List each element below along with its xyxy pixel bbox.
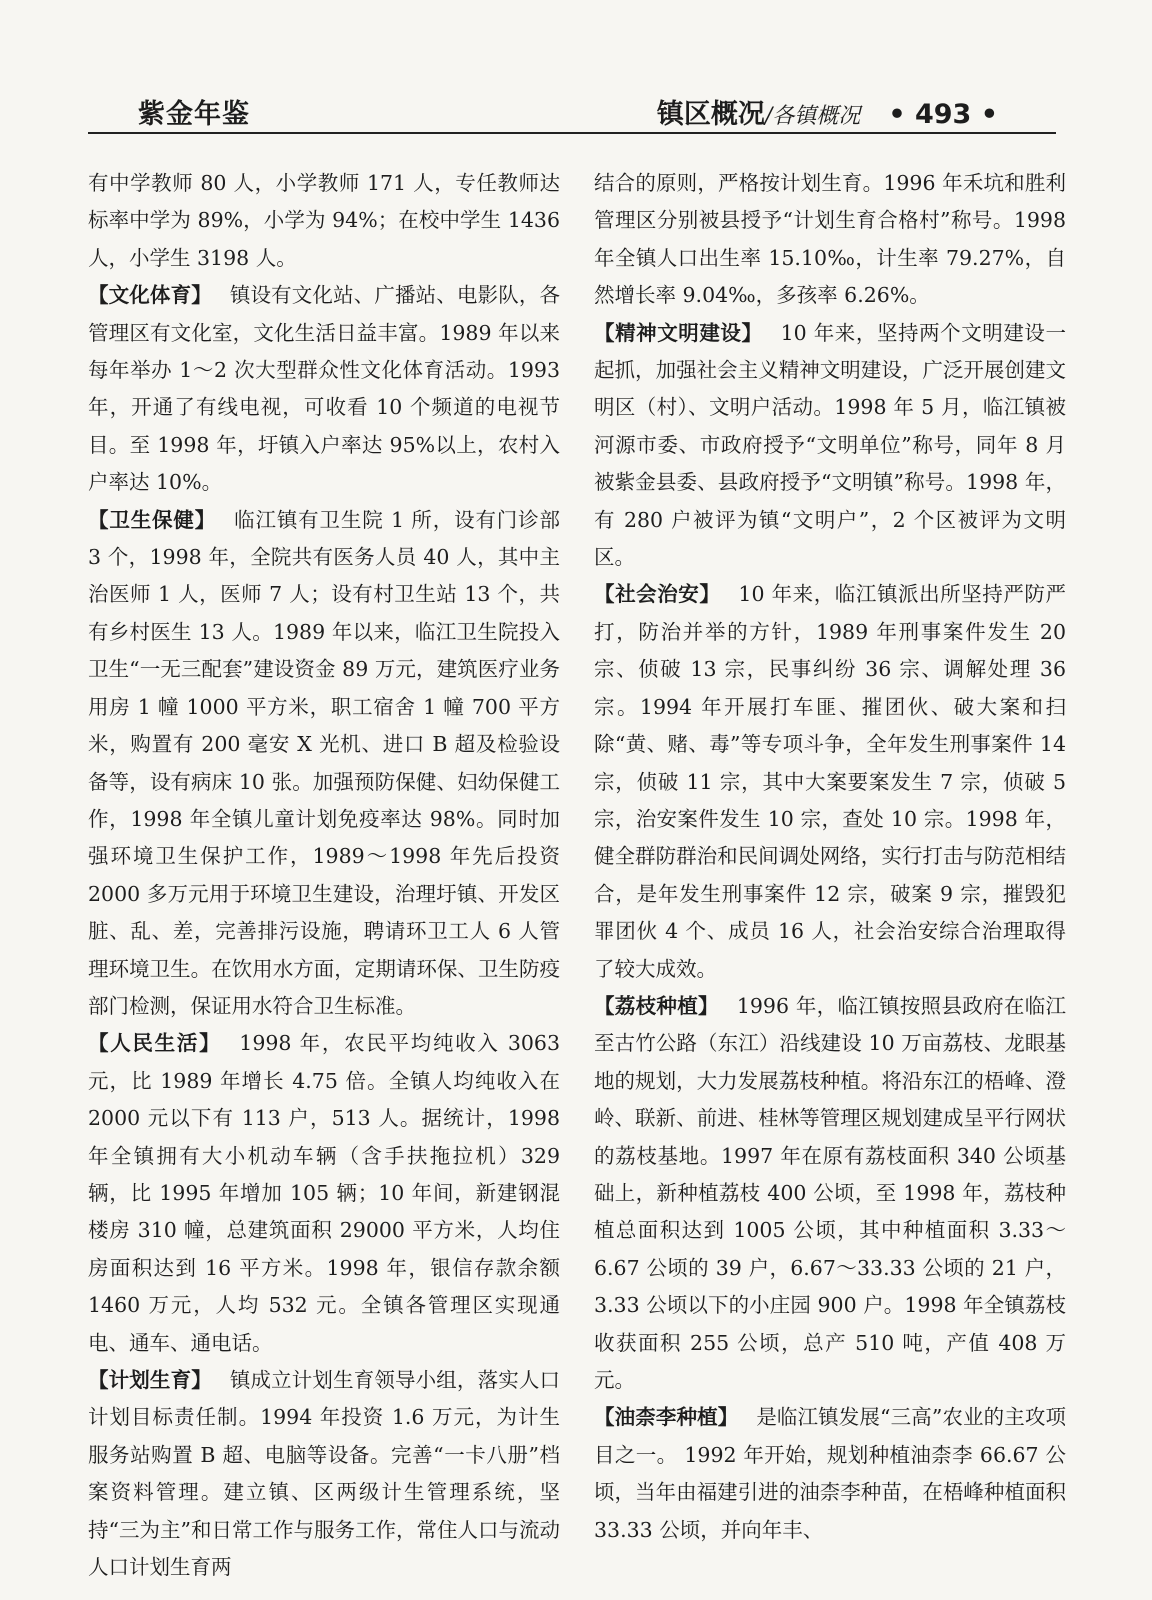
section-text: 1998 年，农民平均纯收入 3063 元，比 1989 年增长 4.75 倍。全镇人均纯收入在 2000 元以下有 113 户，513 人。据统计，1998 年全镇拥有大小机动车辆（含手扶拖拉机）329 辆，比 1995 年增加 105 辆；10 年间，新建钢混楼房 310 幢，总建筑面积 29000 平方米，人均住房面积达到 16 平方米。1998 年，银信存款余额 1460 万元，人均 532 元。全镇各管理区实现通电、通车、通电话。 xyxy=(88,1031,561,1355)
page-header xyxy=(88,92,1056,134)
section-heading: 【社会治安】 xyxy=(594,582,721,607)
section-text: 是临江镇发展“三高”农业的主攻项目之一。 1992 年开始，规划种植油柰李 66.67 公顷，当年由福建引进的油柰李种苗，在梧峰种植面积 33.33 公顷，并向年丰、 xyxy=(594,1405,1066,1542)
section-heading: 【计划生育】 xyxy=(88,1368,212,1392)
section-heading: 【油柰李种植】 xyxy=(594,1405,739,1430)
section-subtitle: /各镇概况 xyxy=(764,104,861,129)
section-heading: 【精神文明建设】 xyxy=(594,320,763,345)
section-text: 10 年来，临江镇派出所坚持严防严打，防治并举的方针，1989 年刑事案件发生 20 宗、侦破 13 宗，民事纠纷 36 宗、调解处理 36 宗。1994 年开展打车匪、摧团伙、破大案和扫除“黄、赌、毒”等专项斗争，全年发生刑事案件 14 宗，侦破 11 宗，其中大案要案发生 7 宗，侦破 5 宗，治安案件发生 10 宗，查处 10 宗。1998 年，健全群防群治和民间调处网络，实行打击与防范相结合，是年发生刑事案件 12 宗，破案 9 宗，摧毁犯罪团伙 4 个、成员 16 人，社会治安综合治理取得了较大成效。 xyxy=(594,582,1066,981)
section-spiritual-civilization xyxy=(594,315,1066,577)
right-column xyxy=(594,165,1066,1549)
section-health-care xyxy=(88,502,560,1026)
paragraph: 结合的原则，严格按计划生育。1996 年禾坑和胜利管理区分别被县授予“计划生育合格村”称号。1998 年全镇人口出生率 15.10‰，计生率 79.27%，自然增长率 9.04‰，多孩率 6.26%。 xyxy=(594,171,1066,308)
section-culture-sports xyxy=(88,277,560,501)
section-public-security xyxy=(594,576,1066,987)
section-header xyxy=(657,92,998,131)
section-heading: 【卫生保健】 xyxy=(88,507,217,532)
section-heading: 【人民生活】 xyxy=(88,1031,222,1056)
section-lychee-planting xyxy=(594,988,1066,1399)
section-text: 镇成立计划生育领导小组，落实人口计划目标责任制。1994 年投资 1.6 万元，为计生服务站购置 B 超、电脑等设备。完善“一卡八册”档案资料管理。建立镇、区两级计生管理系统，坚持“三为主”和日常工作与服务工作，常住人口与流动人口计划生育两 xyxy=(88,1368,561,1580)
left-column xyxy=(88,165,560,1586)
section-heading: 【荔枝种植】 xyxy=(594,993,719,1018)
section-text: 镇设有文化站、广播站、电影队，各管理区有文化室，文化生活日益丰富。1989 年以来每年举办 1～2 次大型群众性文化体育活动。1993 年，开通了有线电视，可收看 10 个频道的电视节目。至 1998 年，圩镇入户率达 95%以上，农村入户率达 10%。 xyxy=(88,283,561,495)
section-title: 镇区概况 xyxy=(656,99,765,130)
section-text: 10 年来，坚持两个文明建设一起抓，加强社会主义精神文明建设，广泛开展创建文明区（村）、文明户活动。1998 年 5 月，临江镇被河源市委、市政府授予“文明单位”称号，同年 8 月被紫金县委、县政府授予“文明镇”称号。1998 年，有 280 户被评为镇“文明户”，2 个区被评为文明区。 xyxy=(594,320,1066,570)
section-heading: 【文化体育】 xyxy=(88,283,212,308)
section-text: 1996 年，临江镇按照县政府在临江至古竹公路（东江）沿线建设 10 万亩荔枝、龙眼基地的规划，大力发展荔枝种植。将沿东江的梧峰、澄岭、联新、前进、桂林等管理区规划建成呈平行网状的荔枝基地。1997 年在原有荔枝面积 340 公顷基础上，新种植荔枝 400 公顷，至 1998 年，荔枝种植总面积达到 1005 公顷，其中种植面积 3.33～6.67 公顷的 39 户，6.67～33.33 公顷的 21 户，3.33 公顷以下的小庄园 900 户。1998 年全镇荔枝收获面积 255 公顷，总产 510 吨，产值 408 万元。 xyxy=(594,993,1067,1392)
section-family-planning xyxy=(88,1362,560,1586)
yearbook-title: 紫金年鉴 xyxy=(138,99,250,130)
section-text: 临江镇有卫生院 1 所，设有门诊部 3 个，1998 年，全院共有医务人员 40 人，其中主治医师 1 人，医师 7 人；设有村卫生站 13 个，共有乡村医生 13 人。1989 年以来，临江卫生院投入卫生“一无三配套”建设资金 89 万元，建筑医疗业务用房 1 幢 1000 平方米，职工宿舍 1 幢 700 平方米，购置有 200 毫安 X 光机、进口 B 超及检验设备等，设有病床 10 张。加强预防保健、妇幼保健工作，1998 年全镇儿童计划免疫率达 98%。同时加强环境卫生保护工作，1989～1998 年先后投资 2000 多万元用于环境卫生建设，治理圩镇、开发区脏、乱、差，完善排污设施，聘请环卫工人 6 人管理环境卫生。在饮用水方面，定期请环保、卫生防疫部门检测，保证用水符合卫生标准。 xyxy=(88,507,561,1018)
section-plum-planting xyxy=(594,1399,1066,1549)
paragraph: 有中学教师 80 人，小学教师 171 人，专任教师达标率中学为 89%，小学为 94%；在校中学生 1436 人，小学生 3198 人。 xyxy=(88,171,560,270)
section-living-standards xyxy=(88,1025,560,1362)
page-number: • 493 • xyxy=(888,99,998,130)
